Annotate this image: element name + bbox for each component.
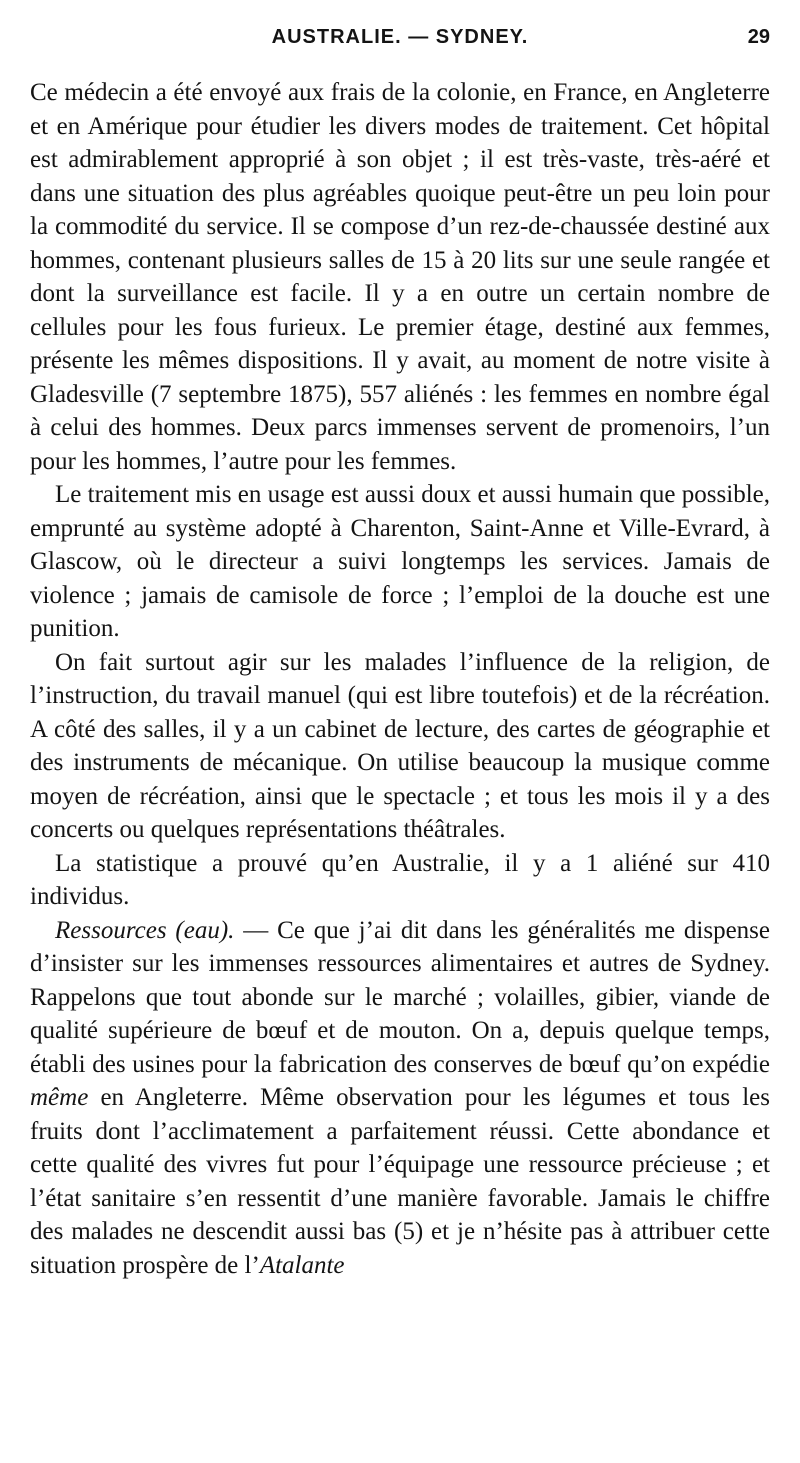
paragraph: Le traitement mis en usage est aussi doux et aussi humain que possible, emprunté au système adopté à Charenton, Saint-Anne et Ville-Evrard, à Glascow, où le directeur a suivi longtemps les services. Jamais de violence ; jamais de camisole de force ; l’emploi de la douche est une punition. bbox=[30, 481, 770, 642]
paragraph: On fait surtout agir sur les malades l’influence de la religion, de l’instruction, du travail manuel (qui est libre toutefois) et de la récréation. A côté des salles, il y a un cabinet de lecture, des cartes de géographie et des instruments de mécanique. On utilise beaucoup la musique comme moyen de récréation, ainsi que le spectacle ; et tous les mois il y a des concerts ou quelques représentations théâtrales. bbox=[30, 648, 770, 843]
book-page bbox=[30, 20, 770, 1440]
page-number: 29 bbox=[747, 26, 770, 48]
running-header bbox=[30, 20, 770, 60]
paragraph: Ce médecin a été envoyé aux frais de la colonie, en France, en Angleterre et en Amérique pour étudier les divers modes de traitement. Cet hôpital est admirablement approprié à son objet ; il est très-vaste, très-aéré et dans une situation des plus agréables quoique peut-être un peu loin pour la commodité du service. Il se compose d’un rez-de-chaussée destiné aux hommes, contenant plusieurs salles de 15 à 20 lits sur une seule rangée et dont la surveillance est facile. Il y a en outre un certain nombre de cellules pour les fous furieux. Le premier étage, destiné aux femmes, présente les mêmes dispositions. Il y avait, au moment de notre visite à Gladesville (7 septembre 1875), 557 aliénés : les femmes en nombre égal à celui des hommes. Deux parcs immenses servent de promenoirs, l’un pour les hommes, l’autre pour les femmes. bbox=[30, 79, 770, 475]
section-heading: Ressources (eau). bbox=[55, 916, 235, 944]
emphasis-text: même bbox=[30, 1084, 89, 1111]
paragraph-text: — Ce que j’ai dit dans les généralités me dispense d’insister sur les immenses ressources alimentaires et autres de Sydney. Rappelons que tout abonde sur le marché ; volailles, gibier, viande de qualité supérieure de bœuf et de mouton. On a, depuis quelque temps, établi des usines pour la fabrication des conserves de bœuf qu’on expédie bbox=[30, 916, 770, 1078]
paragraph-text: en Angleterre. Même observation pour les légumes et tous les fruits dont l’acclimatement a parfaitement réussi. Cette abondance et cette qualité des vivres fut pour l’équipage une ressource précieuse ; et l’état sanitaire s’en ressentit d’une manière favorable. Jamais le chiffre des malades ne descendit aussi bas (5) et je n’hésite pas à attribuer cette situation prospère de l’ bbox=[30, 1084, 770, 1279]
running-title: AUSTRALIE. — SYDNEY. bbox=[271, 26, 529, 48]
ship-name: Atalante bbox=[259, 1251, 345, 1279]
paragraph: La statistique a prouvé qu’en Australie, il y a 1 aliéné sur 410 individus. bbox=[30, 849, 770, 910]
paragraph-ressources bbox=[30, 914, 770, 1283]
body-text bbox=[30, 76, 770, 1282]
